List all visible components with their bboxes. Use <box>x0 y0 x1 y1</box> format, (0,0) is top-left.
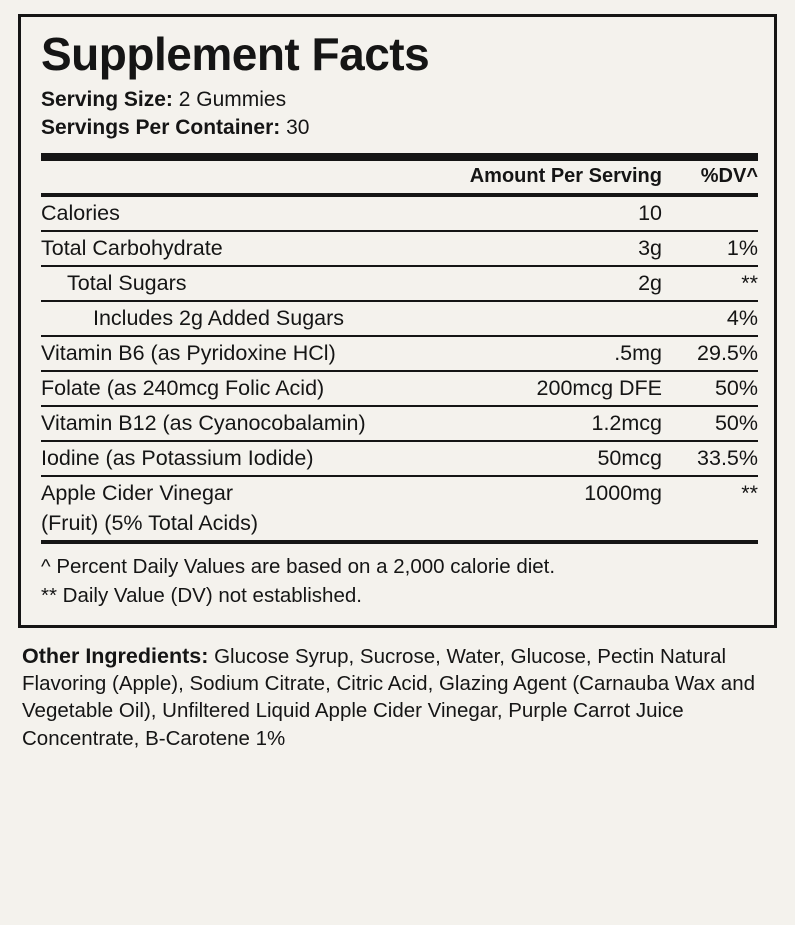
row-amount: 50mcg <box>431 441 666 476</box>
table-row <box>41 441 758 476</box>
servings-per-container-label: Servings Per Container: <box>41 116 281 140</box>
table-row <box>41 301 758 336</box>
table-row <box>41 371 758 406</box>
row-dv: 50% <box>666 371 758 406</box>
table-row <box>41 266 758 301</box>
footnote-daily-value: ^ Percent Daily Values are based on a 2,000 calorie diet. <box>41 554 556 578</box>
row-amount <box>431 301 666 336</box>
row-name: Vitamin B12 (as Cyanocobalamin) <box>41 406 431 441</box>
serving-size-label: Serving Size: <box>41 87 173 111</box>
row-dv: ** <box>666 266 758 301</box>
header-spacer <box>41 161 431 195</box>
supplement-facts-panel <box>18 14 777 628</box>
divider-thick-top <box>41 153 758 161</box>
row-name: Includes 2g Added Sugars <box>41 301 431 336</box>
row-name: Vitamin B6 (as Pyridoxine HCl) <box>41 336 431 371</box>
row-amount <box>431 510 666 540</box>
row-amount: 1000mg <box>431 476 666 510</box>
row-amount: 3g <box>431 231 666 266</box>
serving-size-line <box>41 86 758 114</box>
other-ingredients-label: Other Ingredients: <box>22 644 209 669</box>
row-name: Folate (as 240mcg Folic Acid) <box>41 371 431 406</box>
table-row <box>41 336 758 371</box>
row-dv: 33.5% <box>666 441 758 476</box>
other-ingredients-section <box>18 628 777 752</box>
footnote-dv-not-established: ** Daily Value (DV) not established. <box>41 584 362 608</box>
row-name: (Fruit) (5% Total Acids) <box>41 510 259 535</box>
table-row <box>41 231 758 266</box>
serving-size-value: 2 Gummies <box>178 87 287 111</box>
header-daily-value: %DV^ <box>700 164 758 187</box>
other-ingredients-text: Glucose Syrup, Sucrose, Water, Glucose, Pectin Natural Flavoring (Apple), Sodium Citrate, Citric Acid, Glazing Agent (Carnauba Wax and Vegetable Oil), Unfiltered Liquid Apple Cider Vinegar, Purple Carrot Juice Concentrate, B-Carotene 1% <box>22 645 756 750</box>
table-row <box>41 195 758 231</box>
footnotes <box>41 544 758 611</box>
row-dv: 50% <box>666 406 758 441</box>
header-amount-per-serving: Amount Per Serving <box>469 164 662 187</box>
row-amount: 200mcg DFE <box>431 371 666 406</box>
row-name: Calories <box>41 195 431 231</box>
row-dv: 29.5% <box>666 336 758 371</box>
row-dv: 4% <box>666 301 758 336</box>
servings-per-container-value: 30 <box>286 116 310 140</box>
row-dv: ** <box>666 476 758 510</box>
row-amount: .5mg <box>431 336 666 371</box>
row-amount: 1.2mcg <box>431 406 666 441</box>
table-row <box>41 510 758 540</box>
row-dv: 1% <box>666 231 758 266</box>
row-amount: 10 <box>431 195 666 231</box>
servings-per-container-line <box>41 114 758 142</box>
row-dv <box>666 195 758 231</box>
row-name: Apple Cider Vinegar <box>41 476 431 510</box>
page-title: Supplement Facts <box>41 28 430 80</box>
table-row <box>41 406 758 441</box>
row-name: Iodine (as Potassium Iodide) <box>41 441 431 476</box>
row-dv <box>666 510 758 540</box>
row-amount: 2g <box>431 266 666 301</box>
table-header-row <box>41 161 758 195</box>
nutrition-table <box>41 161 758 540</box>
table-row <box>41 476 758 510</box>
row-name: Total Carbohydrate <box>41 231 431 266</box>
row-name: Total Sugars <box>41 266 431 301</box>
